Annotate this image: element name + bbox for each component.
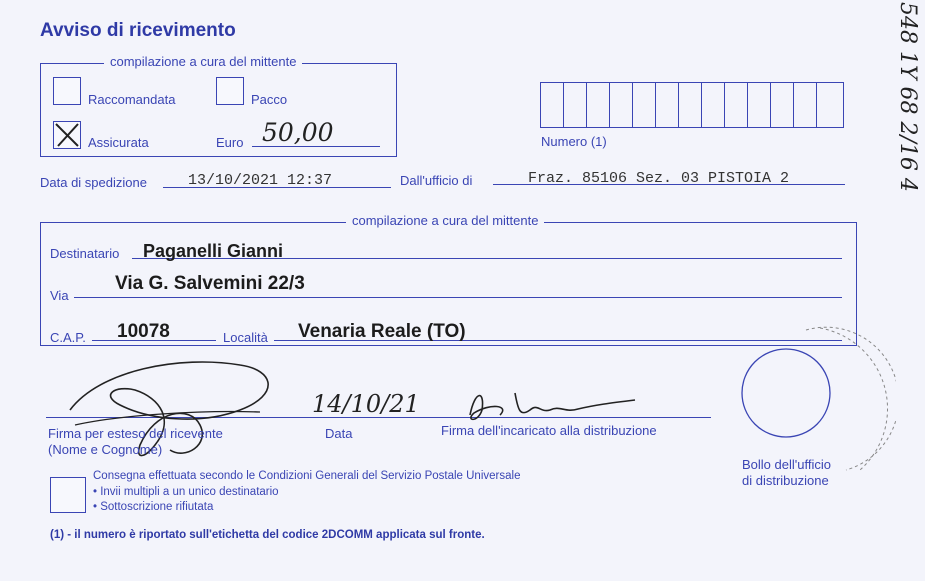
assicurata-checkbox[interactable] (53, 121, 81, 149)
euro-value: 50,00 (262, 118, 334, 147)
margin-handwriting: 548 1Y 68 2/16 4 (895, 2, 920, 192)
data-label: Data (325, 426, 353, 441)
firma-label-2: (Nome e Cognome) (48, 442, 163, 457)
ufficio-label: Dall'ufficio di (400, 173, 473, 188)
consegna-line-3: • Sottoscrizione rifiutata (93, 501, 214, 513)
numero-label: Numero (1) (541, 134, 607, 149)
bollo-circle (742, 349, 830, 437)
ufficio-value: Fraz. 85106 Sez. 03 PISTOIA 2 (528, 170, 790, 187)
via-value: Via G. Salvemini 22/3 (115, 273, 305, 294)
data-spedizione-label: Data di spedizione (40, 175, 147, 190)
consegna-line-1: Consegna effettuata secondo le Condizioni Generali del Servizio Postale Universale (93, 470, 521, 482)
form-title: Avviso di ricevimento (40, 20, 236, 41)
cap-label: C.A.P. (50, 330, 86, 345)
via-line (74, 297, 842, 298)
bollo-label-1: Bollo dell'ufficio (742, 457, 831, 472)
consegna-checkbox[interactable] (50, 477, 86, 513)
incaricato-label: Firma dell'incaricato alla distribuzione (441, 423, 657, 438)
localita-label: Località (223, 330, 268, 345)
destinatario-label: Destinatario (50, 246, 120, 261)
sender-section-legend: compilazione a cura del mittente (104, 54, 302, 69)
incaricato-signature (460, 385, 640, 425)
footnote: (1) - il numero è riportato sull'etichetta del codice 2DCOMM applicata sul fronte. (50, 529, 485, 541)
consegna-line-2: • Invii multipli a un unico destinatario (93, 486, 279, 498)
destinatario-value: Paganelli Gianni (143, 241, 284, 261)
data-spedizione-value: 13/10/2021 12:37 (188, 172, 333, 189)
check-x-icon (52, 120, 80, 148)
pacco-label: Pacco (251, 92, 288, 107)
bollo-label-2: di distribuzione (742, 473, 829, 488)
firma-label-1: Firma per esteso del ricevente (48, 426, 223, 441)
cap-value: 10078 (117, 321, 170, 342)
pacco-checkbox[interactable] (216, 77, 244, 105)
euro-label: Euro (216, 135, 244, 150)
localita-value: Venaria Reale (TO) (298, 321, 466, 342)
assicurata-label: Assicurata (88, 135, 149, 150)
recipient-section-legend: compilazione a cura del mittente (346, 213, 544, 228)
via-label: Via (50, 288, 69, 303)
data-value: 14/10/21 (312, 390, 420, 418)
raccomandata-checkbox[interactable] (53, 77, 81, 105)
numero-grid (540, 82, 844, 128)
raccomandata-label: Raccomandata (88, 92, 176, 107)
